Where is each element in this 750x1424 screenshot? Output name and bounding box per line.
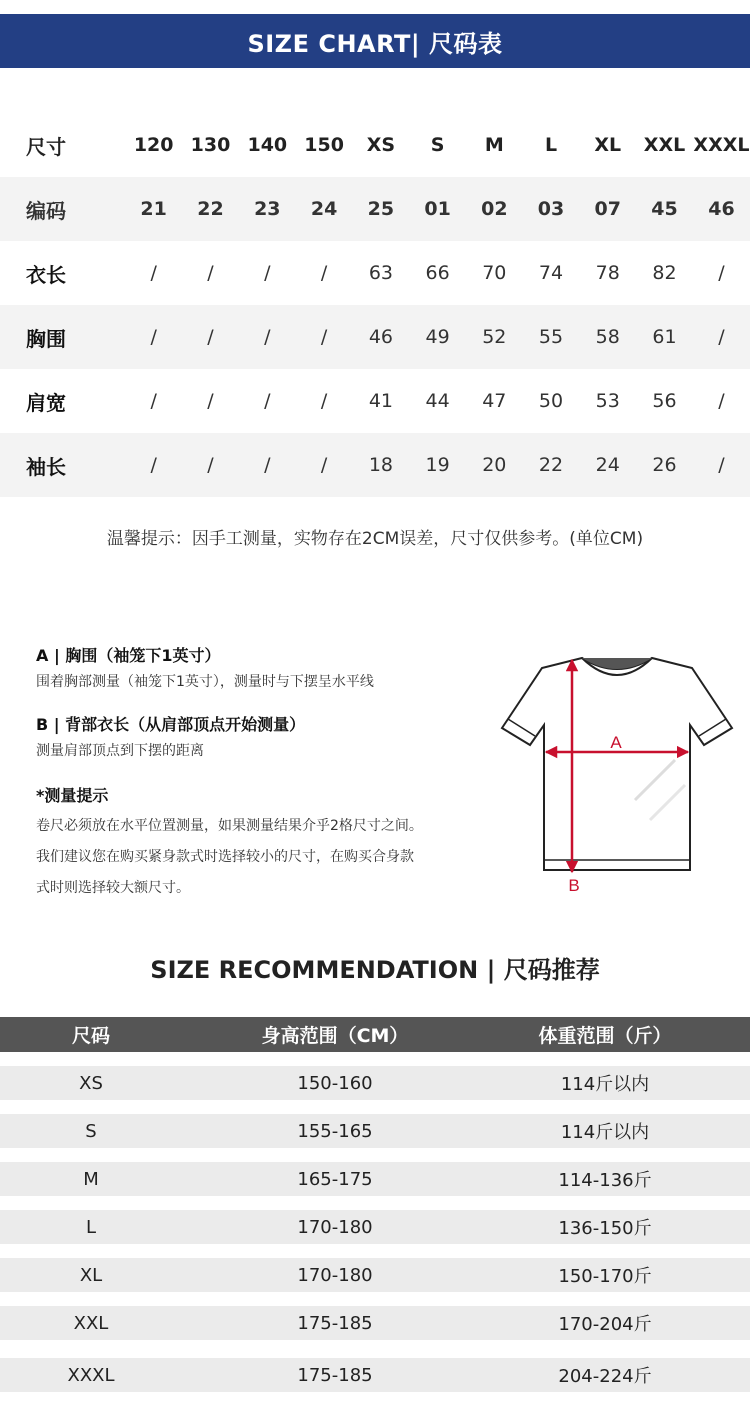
size-table-row-label: 衣长 xyxy=(26,262,66,287)
chest-guide-desc: 围着胸部测量（袖笼下1英寸），测量时与下摆呈水平线 xyxy=(36,674,374,690)
size-table-cell: / xyxy=(239,305,296,369)
size-chart-banner xyxy=(0,14,750,68)
size-table-cell: 46 xyxy=(353,305,410,369)
size-table-cell: 07 xyxy=(579,177,636,241)
size-table-cell: / xyxy=(207,390,214,412)
size-table-cell: 24 xyxy=(579,433,636,497)
size-table-cell: 50 xyxy=(538,390,564,412)
size-table-cell: / xyxy=(182,305,239,369)
size-table-cell: 66 xyxy=(425,262,450,284)
size-table-cell: L xyxy=(544,134,558,156)
size-table-cell: / xyxy=(207,262,214,284)
rec-weight: 204-224斤 xyxy=(558,1366,652,1387)
banner-title: SIZE CHART| 尺码表 xyxy=(247,29,503,58)
size-table-row-label: 尺寸 xyxy=(26,134,66,159)
rec-size: L xyxy=(85,1216,97,1238)
size-table-cell: S xyxy=(430,134,445,156)
rec-weight: 114斤以内 xyxy=(560,1122,650,1143)
recommendation-row xyxy=(0,1258,750,1292)
size-table-cell: XXL xyxy=(643,134,686,156)
size-table-cell: 130 xyxy=(190,134,231,156)
size-table-cell: / xyxy=(264,390,271,412)
arrow-label-b: B xyxy=(568,876,580,895)
recommendation-row xyxy=(0,1066,750,1100)
recommendation-row xyxy=(0,1114,750,1148)
size-table-cell: / xyxy=(320,262,328,284)
size-table-cell: 26 xyxy=(636,433,693,497)
size-table-cell: 03 xyxy=(523,177,580,241)
size-table-cell: 19 xyxy=(409,433,466,497)
size-table-cell: 120 xyxy=(133,134,174,156)
recommendation-row xyxy=(0,1210,750,1244)
size-table-cell: / xyxy=(125,433,182,497)
size-table-cell: / xyxy=(693,433,750,497)
measure-tips-line3: 式时则选择较大额尺寸。 xyxy=(36,880,190,896)
recommendation-row xyxy=(0,1306,750,1340)
header-height: 身高范围（CM） xyxy=(261,1025,409,1047)
tshirt-outline-icon xyxy=(502,658,732,870)
size-recommendation-title: SIZE RECOMMENDATION | 尺码推荐 xyxy=(150,956,600,984)
size-table-cell: XS xyxy=(366,134,396,156)
rec-size: M xyxy=(83,1168,99,1190)
rec-height: 155-165 xyxy=(297,1120,373,1142)
measure-tips-line1: 卷尺必须放在水平位置测量，如果测量结果介乎2格尺寸之间。 xyxy=(36,818,423,834)
size-table-row xyxy=(0,113,750,177)
size-table-cell: 53 xyxy=(595,390,620,412)
size-table-cell: 70 xyxy=(482,262,507,284)
size-table-cell: 82 xyxy=(652,262,677,284)
size-table-cell: 23 xyxy=(239,177,296,241)
size-table-row-label: 袖长 xyxy=(0,433,125,497)
size-table-row xyxy=(0,369,750,433)
length-guide xyxy=(36,709,305,762)
measurement-note: 温馨提示：因手工测量，实物存在2CM误差，尺寸仅供参考。(单位CM) xyxy=(106,529,644,549)
size-table-cell: 22 xyxy=(523,433,580,497)
rec-size: XS xyxy=(79,1072,103,1094)
rec-height: 175-185 xyxy=(297,1312,373,1334)
rec-height: 170-180 xyxy=(297,1264,373,1286)
size-table-cell: / xyxy=(150,262,157,284)
length-guide-title: B | 背部衣长（从肩部顶点开始测量） xyxy=(36,715,306,734)
rec-height: 175-185 xyxy=(297,1364,373,1386)
measure-tips-title: *测量提示 xyxy=(36,786,109,805)
size-table-cell: / xyxy=(693,305,750,369)
size-table-cell: 61 xyxy=(636,305,693,369)
size-table-row-label: 胸围 xyxy=(0,305,125,369)
recommendation-row xyxy=(0,1162,750,1196)
size-table-cell: 150 xyxy=(304,134,344,156)
size-table-row xyxy=(0,305,750,369)
size-table-cell: 20 xyxy=(466,433,523,497)
size-table-cell: / xyxy=(718,390,725,412)
measure-tips-line2: 我们建议您在购买紧身款式时选择较小的尺寸，在购买合身款 xyxy=(36,849,414,865)
size-table-cell: / xyxy=(264,262,271,284)
size-table-cell: 78 xyxy=(595,262,620,284)
size-table-cell: 47 xyxy=(482,390,507,412)
size-table-cell: 63 xyxy=(368,262,393,284)
size-table-cell: / xyxy=(296,433,353,497)
size-table-cell: / xyxy=(320,390,328,412)
size-table-cell: 52 xyxy=(466,305,523,369)
rec-height: 165-175 xyxy=(297,1168,373,1190)
size-table-cell: XL xyxy=(594,134,622,156)
size-table-cell: 01 xyxy=(409,177,466,241)
size-table-cell: 44 xyxy=(425,390,450,412)
size-table-cell: / xyxy=(718,262,725,284)
rec-weight: 136-150斤 xyxy=(558,1218,652,1239)
size-table-cell: M xyxy=(484,134,504,156)
size-table-row-label: 肩宽 xyxy=(26,390,66,415)
rec-size: XXXL xyxy=(67,1364,115,1386)
rec-size: S xyxy=(85,1120,97,1142)
measure-tips xyxy=(36,780,423,904)
rec-weight: 114-136斤 xyxy=(558,1170,652,1191)
size-table-cell: 25 xyxy=(353,177,410,241)
size-table-row xyxy=(0,241,750,305)
size-table-cell: XXXL xyxy=(693,134,750,156)
size-table-cell: 02 xyxy=(466,177,523,241)
size-table-cell: 49 xyxy=(409,305,466,369)
size-table-cell: 46 xyxy=(693,177,750,241)
chest-guide xyxy=(36,640,374,693)
size-table-cell: 21 xyxy=(125,177,182,241)
rec-height: 150-160 xyxy=(297,1072,373,1094)
size-table-cell: 74 xyxy=(538,262,564,284)
size-table-row xyxy=(0,433,750,497)
size-table-cell: 140 xyxy=(247,134,288,156)
recommendation-row xyxy=(0,1358,750,1392)
size-chart-table xyxy=(0,113,750,497)
chest-guide-title: A | 胸围（袖笼下1英寸） xyxy=(36,646,221,665)
size-table-cell: 24 xyxy=(296,177,353,241)
rec-size: XL xyxy=(79,1264,103,1286)
size-table-cell: 45 xyxy=(636,177,693,241)
size-table-row-label: 编码 xyxy=(0,177,125,241)
size-table-cell: 56 xyxy=(652,390,677,412)
size-table-cell: 55 xyxy=(523,305,580,369)
size-table-row xyxy=(0,177,750,241)
rec-height: 170-180 xyxy=(297,1216,373,1238)
size-table-cell: / xyxy=(296,305,353,369)
arrow-label-a: A xyxy=(610,733,622,752)
size-table-cell: / xyxy=(125,305,182,369)
header-weight: 体重范围（斤） xyxy=(538,1025,672,1047)
size-table-cell: 58 xyxy=(579,305,636,369)
length-guide-desc: 测量肩部顶点到下摆的距离 xyxy=(36,743,204,759)
rec-weight: 150-170斤 xyxy=(558,1266,652,1287)
size-table-cell: / xyxy=(182,433,239,497)
header-size: 尺码 xyxy=(71,1025,110,1047)
size-table-cell: / xyxy=(150,390,157,412)
rec-size: XXL xyxy=(73,1312,109,1334)
recommendation-header xyxy=(0,1017,750,1052)
rec-weight: 170-204斤 xyxy=(558,1314,652,1335)
tshirt-diagram xyxy=(500,640,734,898)
size-table-cell: 41 xyxy=(368,390,393,412)
size-table-cell: / xyxy=(239,433,296,497)
size-table-cell: 22 xyxy=(182,177,239,241)
rec-weight: 114斤以内 xyxy=(560,1074,650,1095)
size-table-cell: 18 xyxy=(353,433,410,497)
